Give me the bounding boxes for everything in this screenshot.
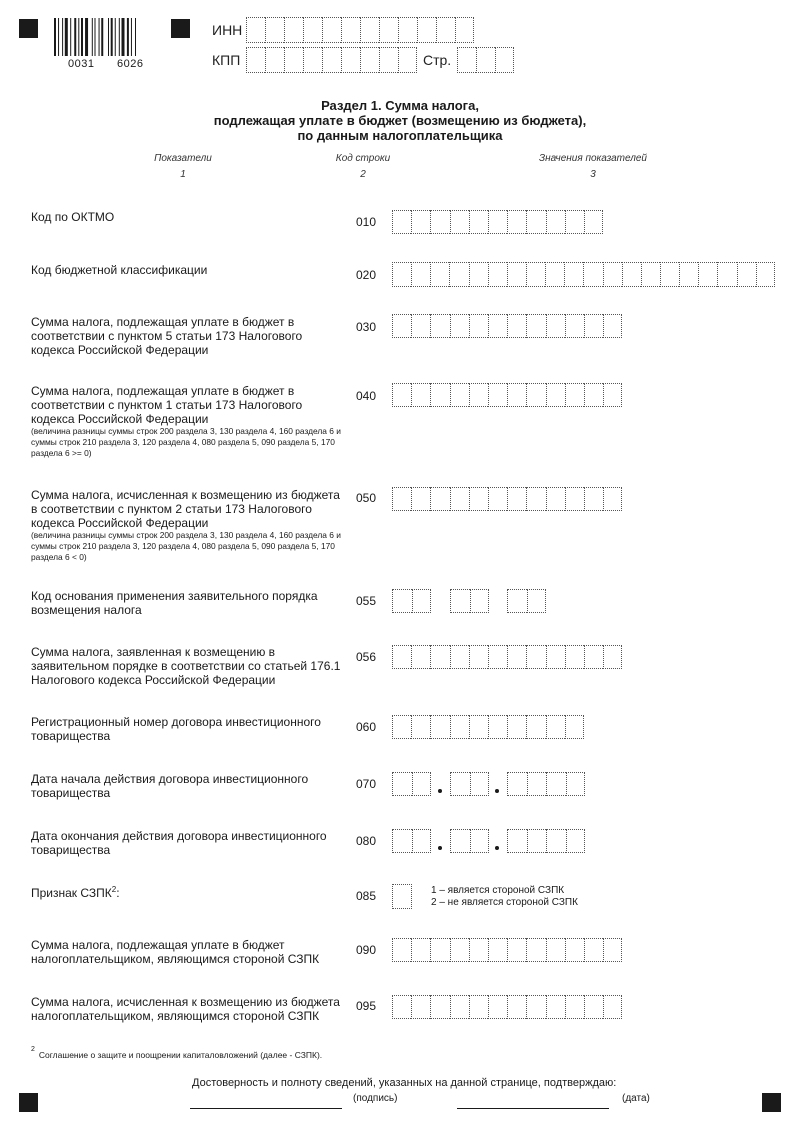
row-056-amount-cells[interactable]: [392, 645, 622, 669]
entry-cell[interactable]: [698, 262, 717, 287]
entry-cell[interactable]: [430, 995, 449, 1019]
row-080-date-separator-2: [495, 846, 499, 850]
signature-caption: (подпись): [353, 1093, 398, 1104]
entry-cell[interactable]: [565, 995, 584, 1019]
entry-cell[interactable]: [526, 715, 545, 739]
entry-cell[interactable]: [507, 829, 527, 853]
entry-cell[interactable]: [546, 383, 565, 407]
row-070-year-cells[interactable]: [507, 772, 585, 796]
entry-cell[interactable]: [584, 995, 603, 1019]
entry-cell[interactable]: [450, 487, 469, 511]
row-070-day-cells[interactable]: [392, 772, 431, 796]
row-085-code: 085: [356, 889, 377, 903]
entry-cell[interactable]: [265, 17, 284, 43]
entry-cell[interactable]: [679, 262, 698, 287]
entry-cell[interactable]: [488, 210, 507, 234]
entry-cell[interactable]: [527, 829, 547, 853]
column-3-number: 3: [590, 169, 596, 180]
row-055-code-part-3[interactable]: [507, 589, 546, 613]
entry-cell[interactable]: [526, 995, 545, 1019]
entry-cell[interactable]: [488, 938, 507, 962]
footnote-text: Соглашение о защите и поощрении капиталовложений (далее - СЗПК).: [38, 1050, 323, 1060]
entry-cell[interactable]: [265, 47, 284, 73]
column-2-title: Код строки: [335, 153, 391, 164]
row-070-code: 070: [356, 777, 377, 791]
row-056-label: Сумма налога, заявленная к возмещению в заявительном порядке в соответствии со статьей 176.1 Налогового кодекса Российской Федерации: [31, 645, 341, 687]
entry-cell[interactable]: [622, 262, 641, 287]
column-3-title: Значения показателей: [538, 153, 647, 164]
entry-cell[interactable]: [450, 645, 469, 669]
footnote: [31, 1046, 323, 1060]
entry-cell[interactable]: [430, 938, 449, 962]
inn-cells[interactable]: [246, 17, 474, 43]
row-070-date-separator-2: [495, 789, 499, 793]
entry-cell[interactable]: [450, 938, 469, 962]
row-010-code: 010: [356, 215, 377, 229]
entry-cell[interactable]: [450, 383, 469, 407]
entry-cell[interactable]: [322, 47, 341, 73]
entry-cell[interactable]: [430, 645, 449, 669]
entry-cell[interactable]: [450, 210, 469, 234]
entry-cell[interactable]: [470, 829, 490, 853]
row-095-amount-cells[interactable]: [392, 995, 622, 1019]
entry-cell[interactable]: [246, 17, 265, 43]
entry-cell[interactable]: [507, 262, 526, 287]
entry-cell[interactable]: [392, 210, 411, 234]
entry-cell[interactable]: [660, 262, 679, 287]
entry-cell[interactable]: [450, 772, 470, 796]
entry-cell[interactable]: [546, 645, 565, 669]
entry-cell[interactable]: [303, 47, 322, 73]
row-080-label: Дата окончания действия договора инвестиционного товарищества: [31, 829, 327, 857]
row-055-code-part-2[interactable]: [450, 589, 489, 613]
entry-cell[interactable]: [507, 938, 526, 962]
entry-cell[interactable]: [488, 645, 507, 669]
entry-cell[interactable]: [526, 383, 545, 407]
entry-cell[interactable]: [565, 210, 584, 234]
entry-cell[interactable]: [756, 262, 775, 287]
entry-cell[interactable]: [507, 772, 527, 796]
row-080-year-cells[interactable]: [507, 829, 585, 853]
row-085-footnote-ref: 2: [111, 885, 117, 894]
entry-cell[interactable]: [411, 210, 430, 234]
entry-cell[interactable]: [526, 487, 545, 511]
row-055-label: Код основания применения заявительного порядка возмещения налога: [31, 589, 318, 617]
entry-cell[interactable]: [527, 589, 547, 613]
entry-cell[interactable]: [488, 487, 507, 511]
entry-cell[interactable]: [546, 938, 565, 962]
entry-cell[interactable]: [566, 829, 586, 853]
row-010-label: Код по ОКТМО: [31, 210, 115, 224]
entry-cell[interactable]: [603, 262, 622, 287]
entry-cell[interactable]: [457, 47, 476, 73]
entry-cell[interactable]: [584, 645, 603, 669]
row-020-kbk-cells[interactable]: [392, 262, 775, 287]
row-056-code: 056: [356, 650, 377, 664]
row-040-code: 040: [356, 389, 377, 403]
entry-cell[interactable]: [469, 487, 488, 511]
section-title-line-1: Раздел 1. Сумма налога,: [321, 98, 479, 113]
row-090-amount-cells[interactable]: [392, 938, 622, 962]
entry-cell[interactable]: [450, 829, 470, 853]
entry-cell[interactable]: [488, 995, 507, 1019]
entry-cell[interactable]: [455, 17, 474, 43]
row-050-note: (величина разницы суммы строк 200 раздела 3, 130 раздела 4, 160 раздела 6 и суммы строк 210 раздела 3, 120 раздела 4, 080 раздела 5, 090 раздела 5, 170 раздела 6 < 0): [31, 530, 341, 562]
row-095-label: Сумма налога, исчисленная к возмещению из бюджета налогоплательщиком, являющимся стороной СЗПК: [31, 995, 340, 1023]
row-030-code: 030: [356, 320, 377, 334]
entry-cell[interactable]: [412, 772, 432, 796]
signature-line[interactable]: [190, 1108, 342, 1109]
entry-cell[interactable]: [545, 262, 564, 287]
row-030-label: Сумма налога, подлежащая уплате в бюджет в соответствии с пунктом 5 статьи 173 Налогового кодекса Российской Федерации: [31, 315, 303, 357]
entry-cell[interactable]: [469, 645, 488, 669]
entry-cell[interactable]: [488, 383, 507, 407]
row-080-month-cells[interactable]: [450, 829, 489, 853]
entry-cell[interactable]: [411, 314, 430, 338]
entry-cell[interactable]: [379, 17, 398, 43]
barcode: [54, 18, 162, 60]
entry-cell[interactable]: [450, 715, 469, 739]
entry-cell[interactable]: [584, 314, 603, 338]
row-020-code: 020: [356, 268, 377, 282]
row-085-legend-option-1: 1 – является стороной СЗПК: [431, 885, 565, 896]
entry-cell[interactable]: [546, 772, 566, 796]
entry-cell[interactable]: [450, 589, 470, 613]
entry-cell[interactable]: [737, 262, 756, 287]
entry-cell[interactable]: [565, 645, 584, 669]
entry-cell[interactable]: [392, 884, 412, 909]
entry-cell[interactable]: [526, 938, 545, 962]
section-title-line-2: подлежащая уплате в бюджет (возмещению из бюджета),: [213, 113, 587, 128]
entry-cell[interactable]: [469, 210, 488, 234]
entry-cell[interactable]: [430, 210, 449, 234]
entry-cell[interactable]: [527, 772, 547, 796]
row-010-oktmo-cells[interactable]: [392, 210, 603, 234]
entry-cell[interactable]: [284, 47, 303, 73]
entry-cell[interactable]: [526, 645, 545, 669]
entry-cell[interactable]: [411, 995, 430, 1019]
entry-cell[interactable]: [603, 383, 622, 407]
page-number-cells[interactable]: [457, 47, 514, 73]
entry-cell[interactable]: [412, 829, 432, 853]
registration-marker-top-left: [19, 19, 38, 38]
row-085-legend-option-2: 2 – не является стороной СЗПК: [431, 897, 578, 908]
row-080-code: 080: [356, 834, 377, 848]
entry-cell[interactable]: [469, 383, 488, 407]
entry-cell[interactable]: [507, 487, 526, 511]
entry-cell[interactable]: [469, 314, 488, 338]
entry-cell[interactable]: [566, 772, 586, 796]
entry-cell[interactable]: [603, 645, 622, 669]
column-1-number: 1: [180, 169, 186, 180]
entry-cell[interactable]: [546, 995, 565, 1019]
entry-cell[interactable]: [392, 829, 412, 853]
entry-cell[interactable]: [379, 47, 398, 73]
entry-cell[interactable]: [507, 210, 526, 234]
entry-cell[interactable]: [507, 383, 526, 407]
kpp-label: КПП: [212, 52, 241, 68]
entry-cell[interactable]: [469, 995, 488, 1019]
row-070-date-separator-1: [438, 789, 442, 793]
entry-cell[interactable]: [411, 715, 430, 739]
entry-cell[interactable]: [603, 938, 622, 962]
entry-cell[interactable]: [507, 589, 527, 613]
entry-cell[interactable]: [430, 314, 449, 338]
entry-cell[interactable]: [469, 262, 488, 287]
entry-cell[interactable]: [603, 995, 622, 1019]
entry-cell[interactable]: [341, 47, 360, 73]
entry-cell[interactable]: [526, 262, 545, 287]
entry-cell[interactable]: [417, 17, 436, 43]
entry-cell[interactable]: [398, 17, 417, 43]
row-050-code: 050: [356, 491, 377, 505]
inn-label: ИНН: [212, 22, 243, 38]
row-055-code: 055: [356, 594, 377, 608]
entry-cell[interactable]: [546, 829, 566, 853]
date-line[interactable]: [457, 1108, 609, 1109]
entry-cell[interactable]: [450, 314, 469, 338]
entry-cell[interactable]: [584, 487, 603, 511]
date-caption: (дата): [622, 1093, 650, 1104]
column-2-number: 2: [360, 169, 366, 180]
row-090-label: Сумма налога, подлежащая уплате в бюджет налогоплательщиком, являющимся стороной СЗПК: [31, 938, 320, 966]
entry-cell[interactable]: [392, 715, 411, 739]
entry-cell[interactable]: [564, 262, 583, 287]
entry-cell[interactable]: [392, 645, 411, 669]
entry-cell[interactable]: [392, 995, 411, 1019]
entry-cell[interactable]: [507, 715, 526, 739]
entry-cell[interactable]: [246, 47, 265, 73]
entry-cell[interactable]: [392, 938, 411, 962]
entry-cell[interactable]: [470, 589, 490, 613]
row-050-label: [31, 488, 341, 563]
row-090-code: 090: [356, 943, 377, 957]
confirmation-text: Достоверность и полноту сведений, указанных на данной странице, подтверждаю:: [192, 1077, 617, 1089]
entry-cell[interactable]: [392, 262, 411, 287]
entry-cell[interactable]: [398, 47, 417, 73]
row-060-code: 060: [356, 720, 377, 734]
entry-cell[interactable]: [526, 314, 545, 338]
entry-cell[interactable]: [392, 772, 412, 796]
row-030-amount-cells[interactable]: [392, 314, 622, 338]
row-095-code: 095: [356, 999, 377, 1013]
section-title-line-3: по данным налогоплательщика: [297, 128, 503, 143]
row-060-label: Регистрационный номер договора инвестиционного товарищества: [31, 715, 321, 743]
entry-cell[interactable]: [284, 17, 303, 43]
entry-cell[interactable]: [322, 17, 341, 43]
registration-marker-top-right: [171, 19, 190, 38]
entry-cell[interactable]: [546, 314, 565, 338]
entry-cell[interactable]: [450, 995, 469, 1019]
column-1-title: Показатели: [154, 153, 212, 164]
entry-cell[interactable]: [303, 17, 322, 43]
entry-cell[interactable]: [341, 17, 360, 43]
entry-cell[interactable]: [469, 938, 488, 962]
row-070-label: Дата начала действия договора инвестиционного товарищества: [31, 772, 309, 800]
entry-cell[interactable]: [507, 314, 526, 338]
row-055-code-part-1[interactable]: [392, 589, 431, 613]
entry-cell[interactable]: [430, 262, 449, 287]
row-050-amount-cells[interactable]: [392, 487, 622, 511]
row-085-label: [31, 883, 341, 900]
entry-cell[interactable]: [526, 210, 545, 234]
entry-cell[interactable]: [583, 262, 602, 287]
barcode-number-left: 0031: [68, 58, 95, 70]
row-080-day-cells[interactable]: [392, 829, 431, 853]
entry-cell[interactable]: [411, 938, 430, 962]
entry-cell[interactable]: [430, 383, 449, 407]
entry-cell[interactable]: [469, 715, 488, 739]
entry-cell[interactable]: [565, 487, 584, 511]
entry-cell[interactable]: [717, 262, 736, 287]
entry-cell[interactable]: [470, 772, 490, 796]
entry-cell[interactable]: [584, 383, 603, 407]
row-050-label-text: Сумма налога, исчисленная к возмещению из бюджета в соответствии с пунктом 2 статьи 173 Налогового кодекса Российской Федерации: [31, 488, 340, 530]
row-080-date-separator-1: [438, 846, 442, 850]
entry-cell[interactable]: [507, 645, 526, 669]
entry-cell[interactable]: [430, 715, 449, 739]
entry-cell[interactable]: [565, 938, 584, 962]
row-020-label: Код бюджетной классификации: [31, 263, 208, 277]
entry-cell[interactable]: [411, 645, 430, 669]
row-085-label-suffix: :: [116, 886, 120, 900]
entry-cell[interactable]: [488, 715, 507, 739]
row-040-note: (величина разницы суммы строк 200 раздела 3, 130 раздела 4, 160 раздела 6 и суммы строк 210 раздела 3, 120 раздела 4, 080 раздела 5, 090 раздела 5, 170 раздела 6 >= 0): [31, 426, 341, 458]
entry-cell[interactable]: [603, 487, 622, 511]
entry-cell[interactable]: [584, 938, 603, 962]
entry-cell[interactable]: [392, 487, 411, 511]
entry-cell[interactable]: [584, 210, 603, 234]
entry-cell[interactable]: [430, 487, 449, 511]
entry-cell[interactable]: [641, 262, 660, 287]
barcode-number-right: 6026: [117, 58, 144, 70]
entry-cell[interactable]: [488, 262, 507, 287]
entry-cell[interactable]: [411, 383, 430, 407]
entry-cell[interactable]: [603, 314, 622, 338]
row-040-label: [31, 384, 341, 459]
entry-cell[interactable]: [488, 314, 507, 338]
row-085-flag-cell[interactable]: [392, 884, 412, 909]
entry-cell[interactable]: [412, 589, 432, 613]
entry-cell[interactable]: [565, 715, 584, 739]
entry-cell[interactable]: [507, 995, 526, 1019]
entry-cell[interactable]: [546, 487, 565, 511]
entry-cell[interactable]: [546, 210, 565, 234]
entry-cell[interactable]: [449, 262, 468, 287]
footnote-marker: 2: [31, 1046, 35, 1053]
entry-cell[interactable]: [565, 314, 584, 338]
entry-cell[interactable]: [392, 589, 412, 613]
row-040-amount-cells[interactable]: [392, 383, 622, 407]
entry-cell[interactable]: [411, 262, 430, 287]
entry-cell[interactable]: [495, 47, 514, 73]
registration-marker-bottom-right: [762, 1093, 781, 1112]
entry-cell[interactable]: [392, 314, 411, 338]
registration-marker-bottom-left: [19, 1093, 38, 1112]
entry-cell[interactable]: [360, 17, 379, 43]
row-040-label-text: Сумма налога, подлежащая уплате в бюджет в соответствии с пунктом 1 статьи 173 Налогового кодекса Российской Федерации: [31, 384, 303, 426]
entry-cell[interactable]: [411, 487, 430, 511]
page-label: Стр.: [423, 52, 452, 68]
row-060-reg-number-cells[interactable]: [392, 715, 584, 739]
row-085-label-text: Признак СЗПК: [31, 886, 112, 900]
entry-cell[interactable]: [360, 47, 379, 73]
entry-cell[interactable]: [476, 47, 495, 73]
entry-cell[interactable]: [436, 17, 455, 43]
entry-cell[interactable]: [546, 715, 565, 739]
entry-cell[interactable]: [565, 383, 584, 407]
entry-cell[interactable]: [392, 383, 411, 407]
row-070-month-cells[interactable]: [450, 772, 489, 796]
kpp-cells[interactable]: [246, 47, 417, 73]
